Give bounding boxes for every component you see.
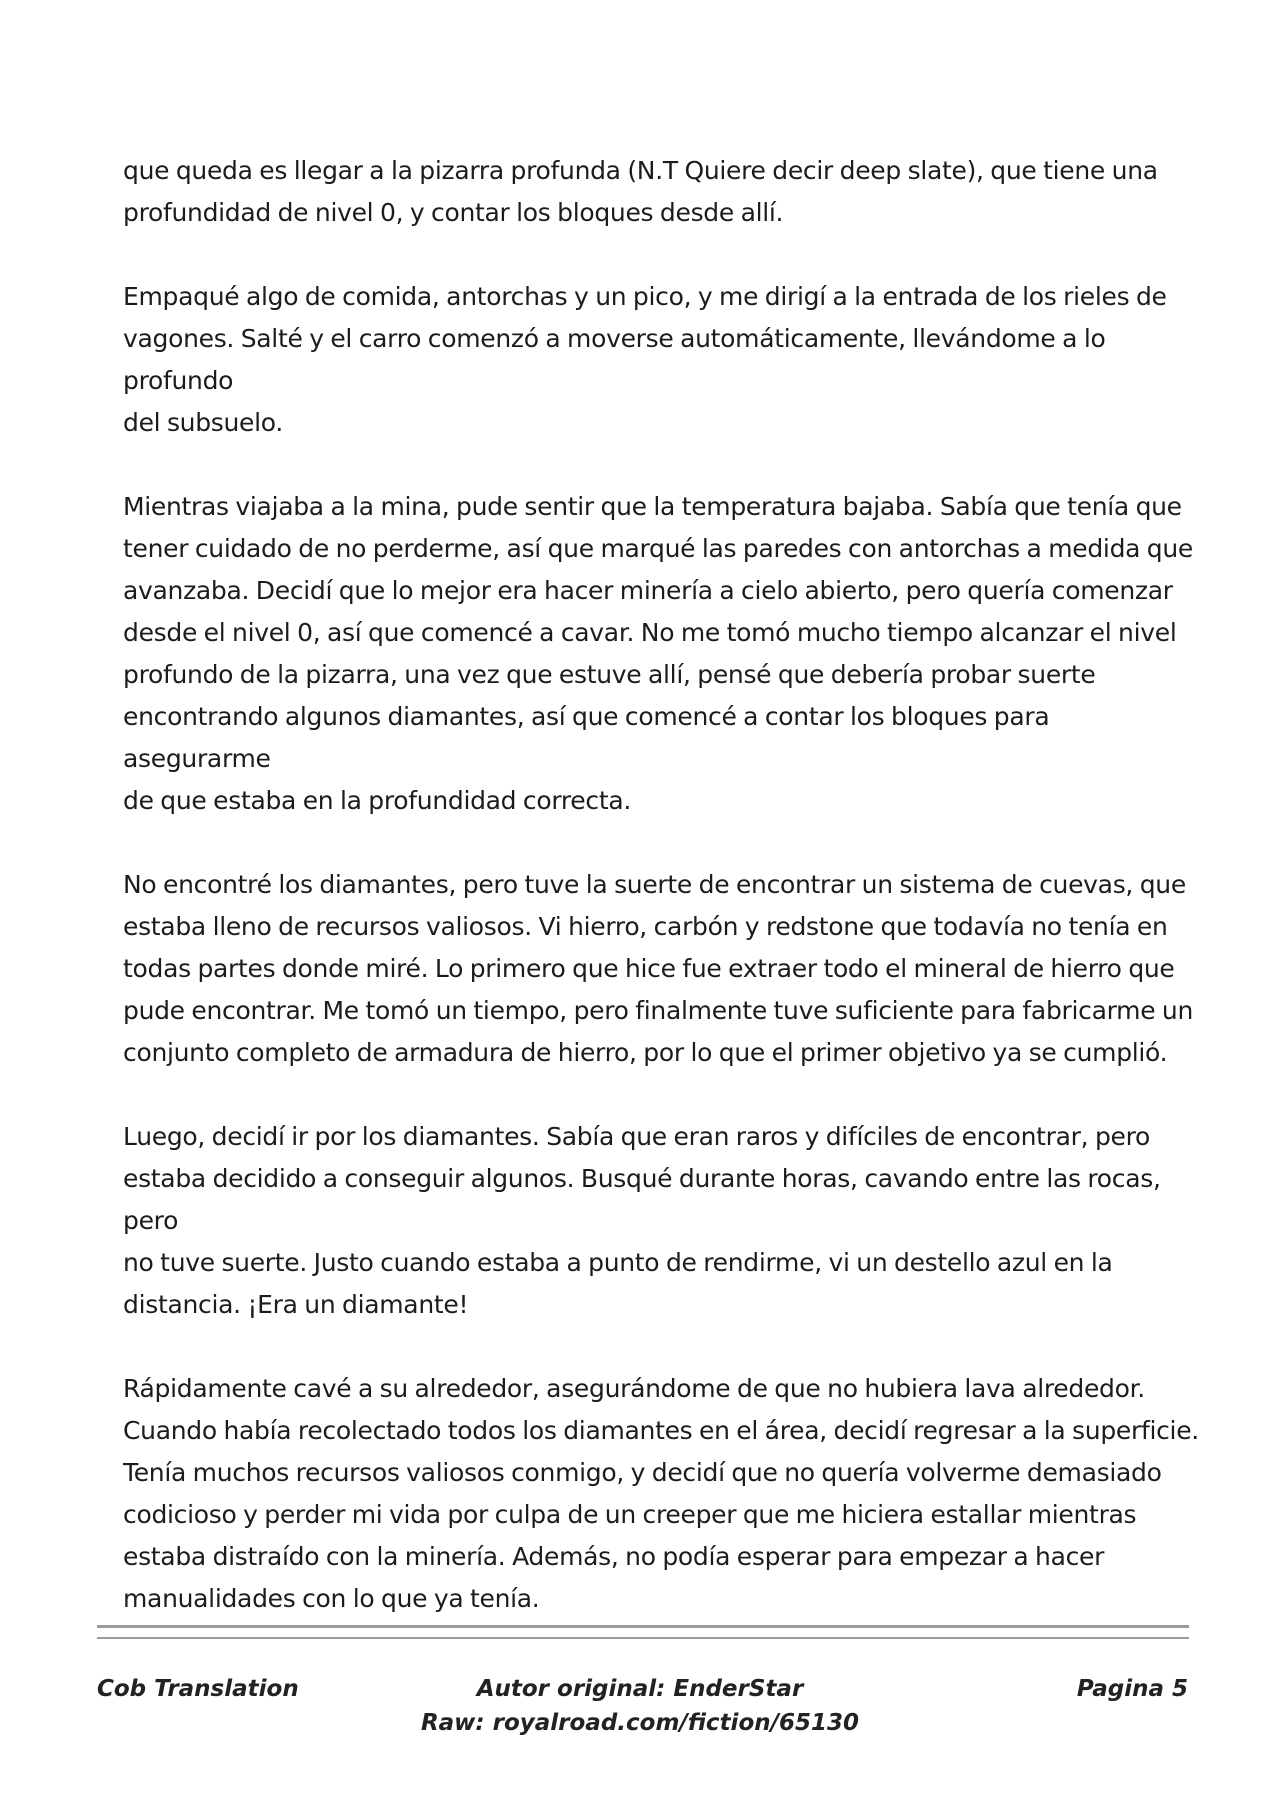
paragraph-2: Empaqué algo de comida, antorchas y un pico, y me dirigí a la entrada de los rieles de vagones. Salté y el carro comenzó a moverse automáticamente, llevándome a lo profundo del subsuelo. — [123, 282, 1167, 437]
paragraph-4: No encontré los diamantes, pero tuve la suerte de encontrar un sistema de cuevas, que estaba lleno de recursos valiosos. Vi hierro, carbón y redstone que todavía no tenía en todas partes donde miré. Lo primero que hice fue extraer todo el mineral de hierro que pude encontrar. Me tomó un tiempo, pero finalmente tuve suficiente para fabricarme un conjunto completo de armadura de hierro, por lo que el primer objetivo ya se cumplió. — [123, 870, 1194, 1067]
paragraph-5: Luego, decidí ir por los diamantes. Sabía que eran raros y difíciles de encontrar, pero estaba decidido a conseguir algunos. Busqué durante horas, cavando entre las rocas, pero no tuve suerte. Justo cuando estaba a punto de rendirme, vi un destello azul en la distancia. ¡Era un diamante! — [123, 1122, 1161, 1319]
footer-translator: Cob Translation — [97, 1676, 299, 1702]
footer-source: Raw: royalroad.com/fiction/65130 — [420, 1710, 860, 1736]
paragraph-6: Rápidamente cavé a su alrededor, asegurándome de que no hubiera lava alrededor. Cuando había recolectado todos los diamantes en el área, decidí regresar a la superficie. Tenía muchos recursos valiosos conmigo, y decidí que no quería volverme demasiado codicioso y perder mi vida por culpa de un creeper que me hiciera estallar mientras estaba distraído con la minería. Además, no podía esperar para empezar a hacer manualidades con lo que ya tenía. — [123, 1374, 1199, 1613]
paragraph-3: Mientras viajaba a la mina, pude sentir que la temperatura bajaba. Sabía que tenía que tener cuidado de no perderme, así que marqué las paredes con antorchas a medida que avanzaba. Decidí que lo mejor era hacer minería a cielo abierto, pero quería comenzar desde el nivel 0, así que comencé a cavar. No me tomó mucho tiempo alcanzar el nivel profundo de la pizarra, una vez que estuve allí, pensé que debería probar suerte encontrando algunos diamantes, así que comencé a contar los bloques para asegurarme de que estaba en la profundidad correcta. — [123, 492, 1193, 815]
page-body — [123, 150, 1203, 1662]
paragraph-1: que queda es llegar a la pizarra profunda (N.T Quiere decir deep slate), que tiene una profundidad de nivel 0, y contar los bloques desde allí. — [123, 156, 1158, 227]
footer-page-number: Pagina 5 — [1076, 1676, 1188, 1702]
footer-author: Autor original: EnderStar — [476, 1676, 804, 1702]
footer-divider-bottom — [97, 1637, 1189, 1639]
footer-divider-top — [97, 1625, 1189, 1628]
